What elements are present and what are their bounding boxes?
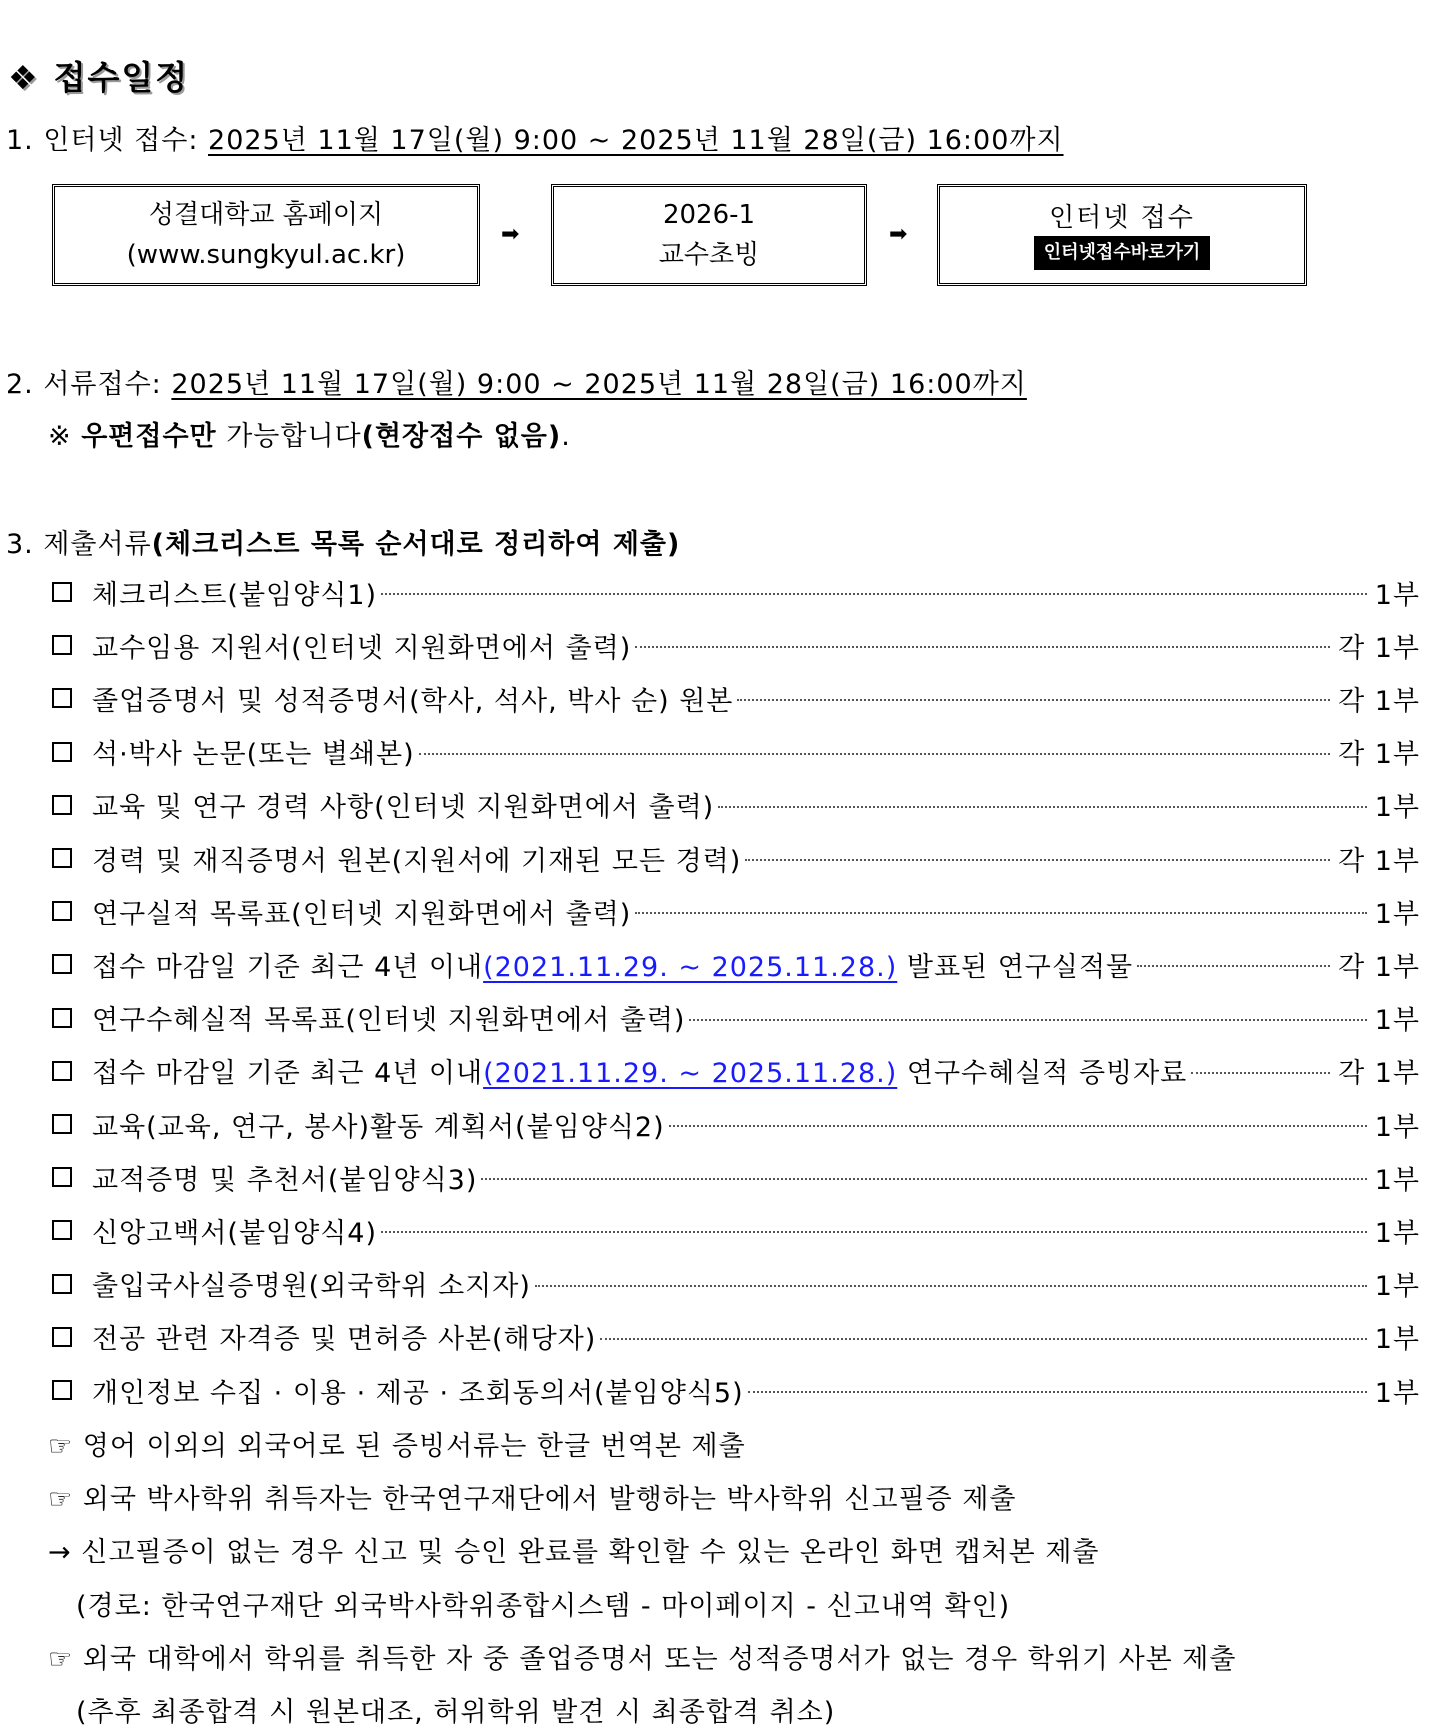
dot-leader (635, 646, 1330, 648)
checklist-item (48, 1370, 1420, 1410)
checklist-item (48, 998, 1420, 1038)
dot-leader (481, 1178, 1366, 1180)
checklist-item (48, 1317, 1420, 1357)
dot-leader (718, 806, 1367, 808)
checklist-item-count: 1부 (1374, 1377, 1420, 1409)
document-note: (추후 최종합격 시 원본대조, 허위학위 발견 시 최종합격 취소) (76, 1697, 836, 1728)
checkbox[interactable] (52, 1274, 72, 1294)
checkbox[interactable] (52, 848, 72, 868)
checklist-item-count: 각 1부 (1338, 1058, 1420, 1090)
dot-leader (419, 753, 1330, 755)
section1-period: 2025년 11월 17일(월) 9:00 ~ 2025년 11월 28일(금) 16:00까지 (208, 125, 1064, 156)
checklist-item-text: 접수 마감일 기준 최근 4년 이내(2021.11.29. ~ 2025.11.28.) 발표된 연구실적물 (92, 951, 1134, 983)
dot-leader (381, 1231, 1367, 1233)
checklist-item (48, 678, 1420, 718)
checklist-item-text: 경력 및 재직증명서 원본(지원서에 기재된 모든 경력) (92, 845, 742, 877)
page-title-text: 접수일정 (53, 58, 190, 97)
checklist-item-text: 졸업증명서 및 성적증명서(학사, 석사, 박사 순) 원본 (92, 685, 734, 717)
checklist-item (48, 1104, 1420, 1144)
checklist-item-text: 접수 마감일 기준 최근 4년 이내(2021.11.29. ~ 2025.11.28.) 연구수혜실적 증빙자료 (92, 1058, 1188, 1090)
date-range-link[interactable]: (2021.11.29. ~ 2025.11.28.) (483, 1058, 898, 1090)
flow-step-internet-registration (937, 184, 1307, 286)
checklist-item (48, 944, 1420, 984)
flow-step-homepage-url: (www.sungkyul.ac.kr) (126, 240, 406, 270)
section2-label: 2. 서류접수: (6, 369, 172, 400)
checkbox[interactable] (52, 582, 72, 602)
reference-mark-icon: ※ (48, 421, 82, 452)
section-required-documents (6, 522, 680, 561)
section2-note: ※ 우편접수만 가능합니다(현장접수 없음). (48, 421, 571, 452)
checklist-item-count: 1부 (1374, 1005, 1420, 1037)
checklist-item-text: 개인정보 수집 · 이용 · 제공 · 조회동의서(붙임양식5) (92, 1377, 744, 1409)
dot-leader (535, 1285, 1367, 1287)
checklist-item-count: 각 1부 (1338, 632, 1420, 664)
checkbox[interactable] (52, 1008, 72, 1028)
dot-leader (635, 912, 1366, 914)
date-range-link[interactable]: (2021.11.29. ~ 2025.11.28.) (483, 951, 898, 983)
checklist-item-count: 1부 (1374, 1271, 1420, 1303)
section1-label: 1. 인터넷 접수: (6, 125, 209, 156)
checklist-item-count: 1부 (1374, 579, 1420, 611)
flow-step-recruitment-label: 교수초빙 (658, 240, 760, 270)
dot-leader (748, 1391, 1367, 1393)
checkbox[interactable] (52, 954, 72, 974)
checkbox[interactable] (52, 1220, 72, 1240)
checklist-item-text: 출입국사실증명원(외국학위 소지자) (92, 1271, 531, 1303)
go-to-internet-registration-button[interactable]: 인터넷접수바로가기 (1034, 236, 1211, 270)
flow-step-homepage (52, 184, 480, 286)
checkbox[interactable] (52, 901, 72, 921)
document-note: → 신고필증이 없는 경우 신고 및 승인 완료를 확인할 수 있는 온라인 화면 캡처본 제출 (48, 1537, 1100, 1569)
checklist-item-text: 연구수혜실적 목록표(인터넷 지원화면에서 출력) (92, 1005, 686, 1037)
checklist-item-count: 1부 (1374, 898, 1420, 930)
document-note: ☞ 외국 박사학위 취득자는 한국연구재단에서 발행하는 박사학위 신고필증 제출 (48, 1484, 1017, 1516)
checklist-item-text: 연구실적 목록표(인터넷 지원화면에서 출력) (92, 898, 632, 930)
checklist-item-text: 신앙고백서(붙임양식4) (92, 1217, 377, 1249)
section3-label: 3. 제출서류 (6, 529, 152, 560)
document-note: ☞ 외국 대학에서 학위를 취득한 자 중 졸업증명서 또는 성적증명서가 없는 경우 학위기 사본 제출 (48, 1643, 1237, 1675)
document-note: (경로: 한국연구재단 외국박사학위종합시스템 - 마이페이지 - 신고내역 확인) (76, 1590, 1011, 1622)
checklist-item-count: 1부 (1374, 1324, 1420, 1356)
dot-leader (1191, 1072, 1330, 1074)
section2-period: 2025년 11월 17일(월) 9:00 ~ 2025년 11월 28일(금) 16:00까지 (171, 369, 1027, 400)
checkbox[interactable] (52, 742, 72, 762)
checklist-item-count: 1부 (1374, 1164, 1420, 1196)
flow-step-internet-registration-label: 인터넷 접수 (1049, 203, 1195, 233)
checklist-item-count: 각 1부 (1338, 739, 1420, 771)
dot-leader (745, 859, 1330, 861)
dot-leader (600, 1338, 1366, 1340)
dot-leader (689, 1019, 1366, 1021)
dot-leader (669, 1125, 1367, 1127)
diamond-icon: ❖ (8, 58, 40, 97)
dot-leader (1137, 965, 1330, 967)
checklist-item (48, 1210, 1420, 1250)
document-note: ☞ 영어 이외의 외국어로 된 증빙서류는 한글 번역본 제출 (48, 1431, 746, 1462)
checklist-item (48, 1157, 1420, 1197)
checklist-item-count: 1부 (1374, 792, 1420, 824)
checkbox[interactable] (52, 795, 72, 815)
checklist-item (48, 1051, 1420, 1091)
checkbox[interactable] (52, 1380, 72, 1400)
checklist-item (48, 732, 1420, 772)
flow-step-recruitment-term: 2026-1 (662, 200, 756, 230)
page-title (8, 52, 189, 99)
checklist-item-text: 교수임용 지원서(인터넷 지원화면에서 출력) (92, 632, 632, 664)
arrow-right-icon: ➡ (889, 222, 908, 247)
section3-label-bold: (체크리스트 목록 순서대로 정리하여 제출) (151, 529, 681, 560)
checkbox[interactable] (52, 635, 72, 655)
checklist-item-text: 석·박사 논문(또는 별쇄본) (92, 739, 415, 771)
dot-leader (737, 699, 1330, 701)
checkbox[interactable] (52, 1327, 72, 1347)
flow-step-recruitment (551, 184, 867, 286)
checklist-item-count: 각 1부 (1338, 845, 1420, 877)
section-document-registration (6, 362, 1027, 401)
checklist-item (48, 625, 1420, 665)
checklist-item-text: 교육(교육, 연구, 봉사)활동 계획서(붙임양식2) (92, 1111, 665, 1143)
section-internet-registration (6, 118, 1064, 157)
flow-step-homepage-name: 성결대학교 홈페이지 (148, 200, 384, 230)
checklist-item-count: 각 1부 (1338, 685, 1420, 717)
checklist-item (48, 572, 1420, 612)
checklist-item-text: 체크리스트(붙임양식1) (92, 579, 377, 611)
checklist-item-text: 교적증명 및 추천서(붙임양식3) (92, 1164, 478, 1196)
checklist-item-text: 전공 관련 자격증 및 면허증 사본(해당자) (92, 1324, 597, 1356)
checkbox[interactable] (52, 1114, 72, 1134)
arrow-right-icon: ➡ (501, 222, 520, 247)
dot-leader (381, 593, 1367, 595)
checklist-item-text: 교육 및 연구 경력 사항(인터넷 지원화면에서 출력) (92, 792, 715, 824)
checkbox[interactable] (52, 1167, 72, 1187)
checkbox[interactable] (52, 688, 72, 708)
checklist-item (48, 838, 1420, 878)
checklist-item (48, 891, 1420, 931)
checklist-item (48, 1264, 1420, 1304)
checklist-item-count: 각 1부 (1338, 951, 1420, 983)
checklist-item-count: 1부 (1374, 1217, 1420, 1249)
checkbox[interactable] (52, 1061, 72, 1081)
checklist-item (48, 785, 1420, 825)
checklist-item-count: 1부 (1374, 1111, 1420, 1143)
